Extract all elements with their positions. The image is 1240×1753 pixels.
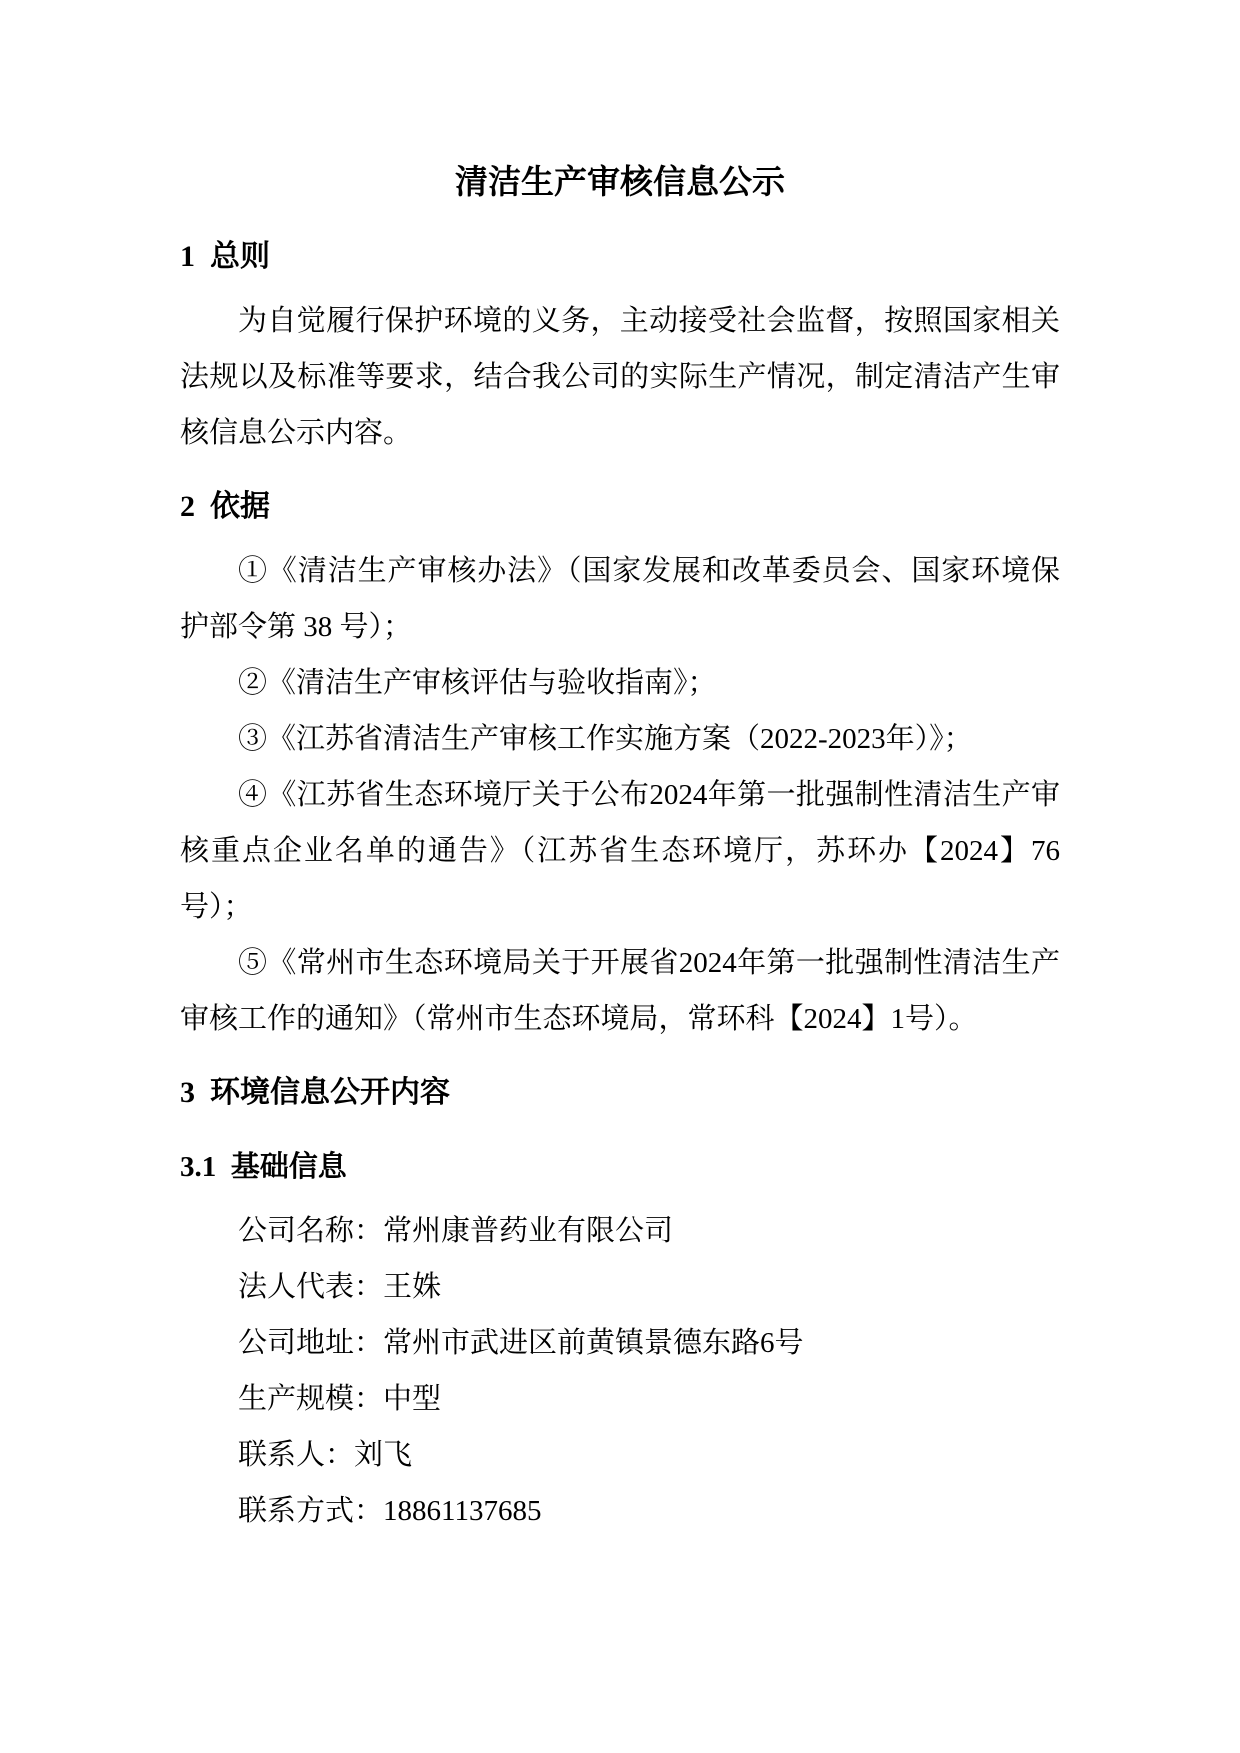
field-legal-representative xyxy=(180,1259,1060,1315)
document-title: 清洁生产审核信息公示 xyxy=(455,165,785,201)
field-value: 王姝 xyxy=(383,1271,442,1303)
basis-item-2: ②《清洁生产审核评估与验收指南》； xyxy=(238,667,717,699)
field-label: 联系人 xyxy=(238,1439,326,1471)
section-1-paragraph: 为自觉履行保护环境的义务，主动接受社会监督，按照国家相关法规以及标准等要求，结合我公司的实际生产情况，制定清洁产生审核信息公示内容。 xyxy=(180,305,1060,449)
basis-item-4: ④《江苏省生态环境厅关于公布2024年第一批强制性清洁生产审核重点企业名单的通告》（江苏省生态环境厅，苏环办【2024】76号）； xyxy=(180,779,1060,923)
basis-item-3: ③《江苏省清洁生产审核工作实施方案（2022-2023年）》； xyxy=(238,723,973,755)
field-separator: ： xyxy=(354,1383,384,1415)
field-company-address xyxy=(180,1315,1060,1371)
field-label: 生产规模 xyxy=(238,1383,355,1415)
field-value: 常州康普药业有限公司 xyxy=(383,1215,674,1247)
field-separator: ： xyxy=(354,1327,384,1359)
field-separator: ： xyxy=(354,1271,384,1303)
field-separator: ： xyxy=(354,1495,384,1527)
field-company-name xyxy=(180,1203,1060,1259)
section-2-heading: 2 依据 xyxy=(180,490,270,523)
field-value: 18861137685 xyxy=(383,1495,542,1527)
field-separator: ： xyxy=(354,1215,384,1247)
field-contact-phone xyxy=(180,1483,1060,1539)
field-value: 常州市武进区前黄镇景德东路6号 xyxy=(383,1327,804,1359)
field-production-scale xyxy=(180,1371,1060,1427)
field-label: 公司地址 xyxy=(238,1327,355,1359)
field-label: 法人代表 xyxy=(238,1271,355,1303)
basis-item-1: ①《清洁生产审核办法》（国家发展和改革委员会、国家环境保护部令第 38 号）； xyxy=(180,555,1060,643)
field-label: 联系方式 xyxy=(238,1495,355,1527)
field-separator: ： xyxy=(325,1439,355,1471)
field-value: 刘飞 xyxy=(354,1439,413,1471)
basis-item-5: ⑤《常州市生态环境局关于开展省2024年第一批强制性清洁生产审核工作的通知》（常州市生态环境局，常环科【2024】1号）。 xyxy=(180,947,1060,1035)
field-contact-person xyxy=(180,1427,1060,1483)
section-1-heading: 1 总则 xyxy=(180,240,270,273)
field-label: 公司名称 xyxy=(238,1215,355,1247)
section-3-heading: 3 环境信息公开内容 xyxy=(180,1076,450,1109)
section-3-1-heading: 3.1 基础信息 xyxy=(180,1151,347,1183)
field-value: 中型 xyxy=(383,1383,442,1415)
